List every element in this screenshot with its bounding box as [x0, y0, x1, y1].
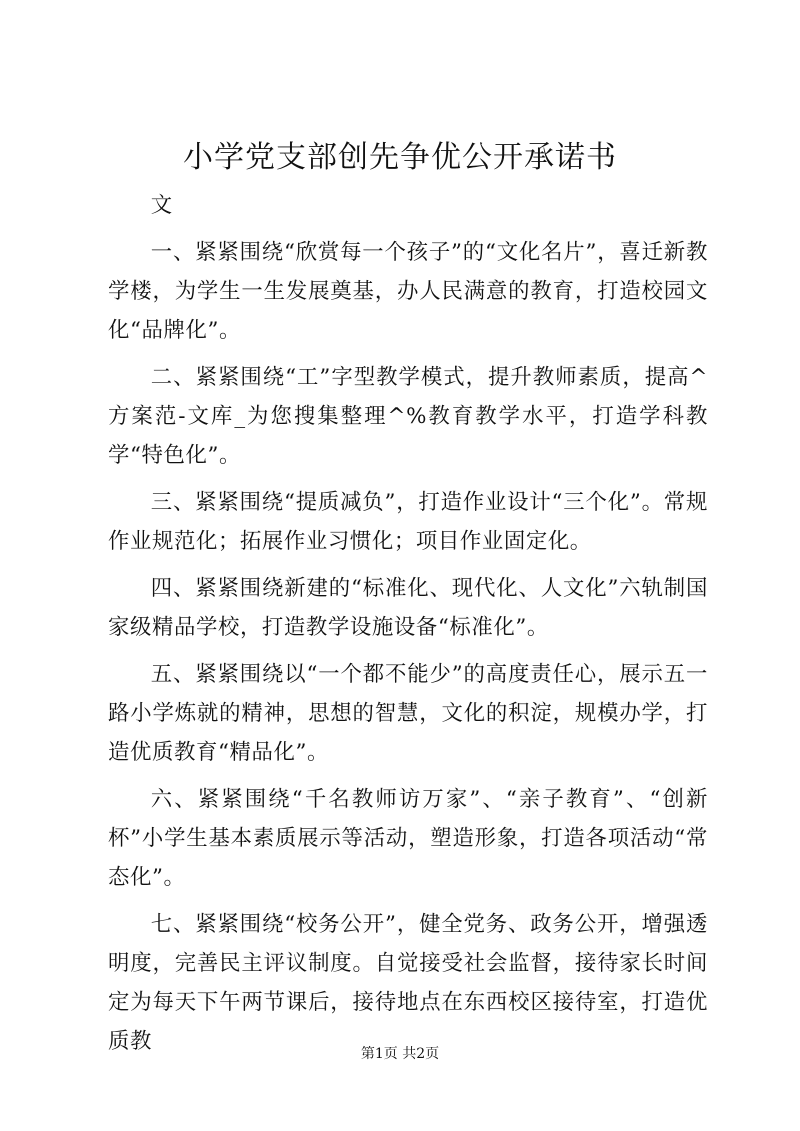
paragraph-item-6: 六、紧紧围绕“千名教师访万家”、“亲子教育”、“创新杯”小学生基本素质展示等活动，塑造形象，打造各项活动“常态化”。 — [108, 787, 708, 890]
document-body — [108, 186, 708, 1069]
paragraph-item-4: 四、紧紧围绕新建的“标准化、现代化、人文化”六轨制国家级精品学校，打造教学设施设备“标准化”。 — [108, 576, 708, 640]
paragraph-item-7: 七、紧紧围绕“校务公开”，健全党务、政务公开，增强透明度，完善民主评议制度。自觉接受社会监督，接待家长时间定为每天下午两节课后，接待地点在东西校区接待室，打造优质教 — [108, 912, 708, 1054]
paragraph-intro: 文 — [150, 193, 173, 218]
paragraph-item-1: 一、紧紧围绕“欣赏每一个孩子”的“文化名片”，喜迁新教学楼，为学生一生发展奠基，办人民满意的教育，打造校园文化“品牌化”。 — [108, 240, 708, 343]
paragraph-item-5: 五、紧紧围绕以“一个都不能少”的高度责任心，展示五一路小学炼就的精神，思想的智慧，文化的积淀，规模办学，打造优质教育“精品化”。 — [108, 662, 708, 765]
paragraph-item-2: 二、紧紧围绕“工”字型教学模式，提升教师素质，提高^方案范-文库_为您搜集整理^%教育教学水平，打造学科教学“特色化”。 — [108, 365, 708, 468]
page-number-footer: 第1页 共2页 — [360, 1046, 440, 1062]
paragraph-item-3: 三、紧紧围绕“提质减负”，打造作业设计“三个化”。常规作业规范化；拓展作业习惯化；项目作业固定化。 — [108, 490, 708, 554]
document-title: 小学党支部创先争优公开承诺书 — [183, 140, 617, 175]
